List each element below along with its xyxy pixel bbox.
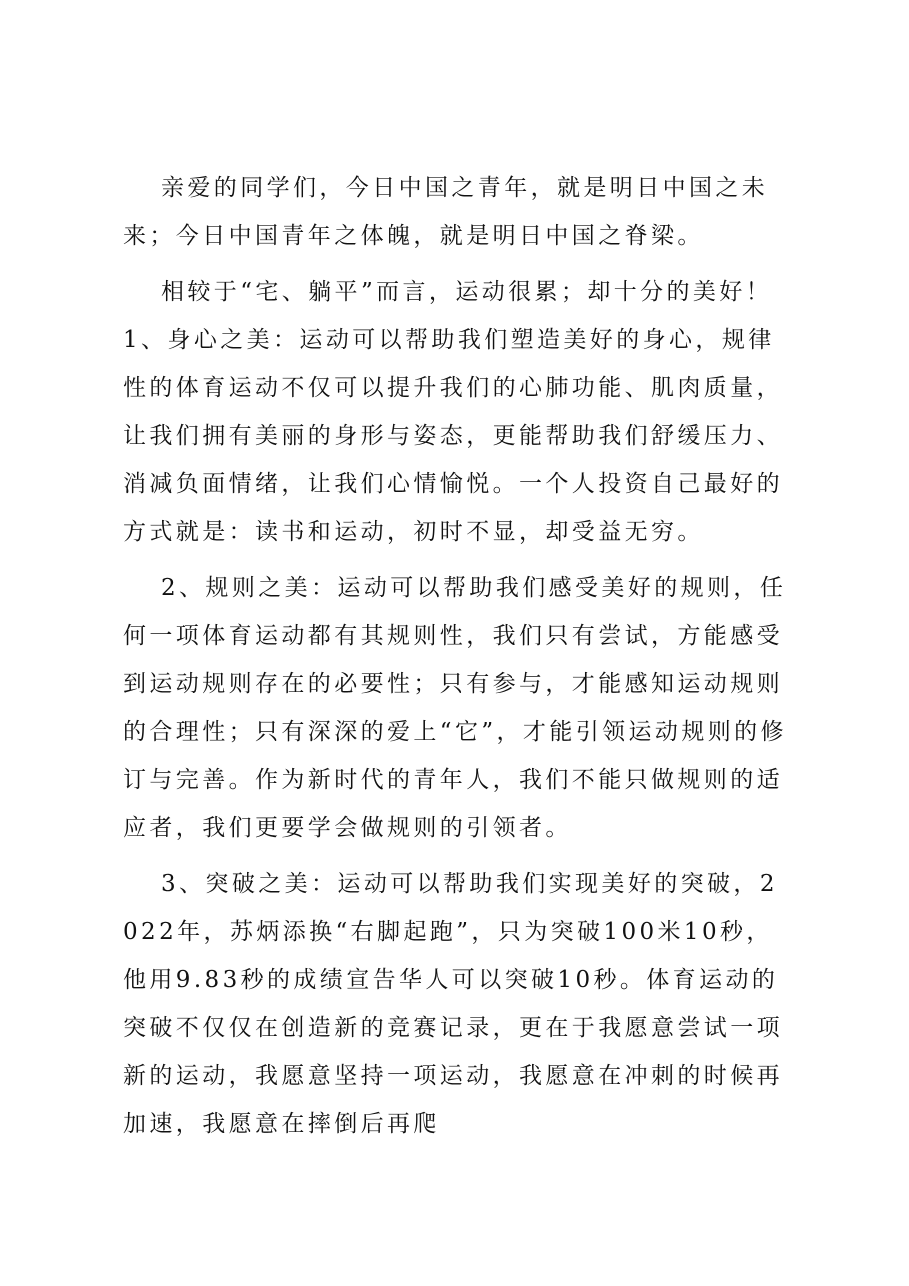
paragraph-3: 2、规则之美：运动可以帮助我们感受美好的规则，任何一项体育运动都有其规则性，我们只有尝试，方能感受到运动规则存在的必要性；只有参与，才能感知运动规则的合理性；只有深深的爱上“它”，才能引领运动规则的修订与完善。作为新时代的青年人，我们不能只做规则的适应者，我们更要学会做规则的引领者。 [123, 575, 787, 841]
document-body [123, 164, 795, 1156]
paragraph-4: 3、突破之美：运动可以帮助我们实现美好的突破，2022年，苏炳添换“右脚起跑”，只为突破100米10秒，他用9.83秒的成绩宣告华人可以突破10秒。体育运动的突破不仅仅在创造新的竞赛记录，更在于我愿意尝试一项新的运动，我愿意坚持一项运动，我愿意在冲刺的时候再加速，我愿意在摔倒后再爬 [123, 871, 783, 1137]
paragraph-2: 相较于“宅、躺平”而言，运动很累；却十分的美好！1、身心之美：运动可以帮助我们塑造美好的身心，规律性的体育运动不仅可以提升我们的心肺功能、肌肉质量，让我们拥有美丽的身形与姿态，更能帮助我们舒缓压力、消减负面情绪，让我们心情愉悦。一个人投资自己最好的方式就是：读书和运动，初时不显，却受益无穷。 [123, 279, 783, 545]
paragraph-1: 亲爱的同学们，今日中国之青年，就是明日中国之未来；今日中国青年之体魄，就是明日中国之脊梁。 [123, 175, 769, 249]
